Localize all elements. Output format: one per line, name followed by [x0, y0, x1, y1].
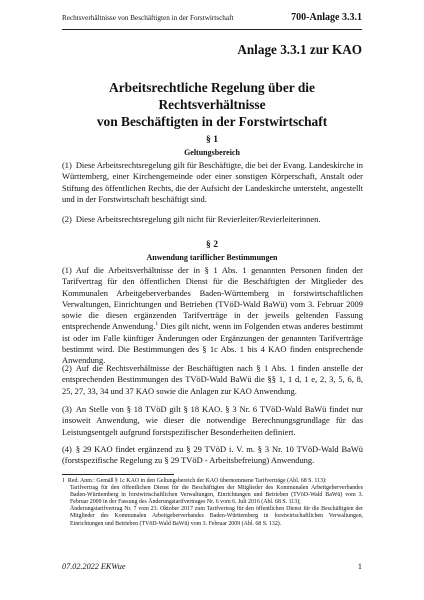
anlage-label: Anlage 3.3.1 zur KAO: [237, 42, 362, 57]
document-code: 700-Anlage 3.3.1: [291, 12, 362, 23]
section-1-paragraph-2: [62, 214, 363, 225]
document-title: [62, 79, 362, 130]
title-line-2: von Beschäftigten in der Forstwirtschaft: [96, 114, 328, 129]
section-2-title: Anwendung tariflicher Bestimmungen: [146, 253, 278, 262]
paragraph-text: Auf die Rechtsverhältnisse der Beschäftigten nach § 1 Abs. 1 finden anstelle der entsprechenden Bestimmungen des TVöD-Wald BaWü die §§ 1, 1 d, 1 e, 2, 3, 5, 6, 8, 25, 27, 33, 34 und 37 KAO sowie die Anlagen zur KAO Anwendung.: [62, 363, 363, 396]
section-2-paragraph-3: [62, 404, 363, 438]
paragraph-text: Diese Arbeitsrechtsregelung gilt für Beschäftigte, die bei der Evang. Landeskirche in Württemberg, einer Kirchengemeinde oder einer sonstigen Körperschaft, Anstalt oder Stiftung des öffentlichen Rechts, die der Aufsicht der Landeskirche untersteht, angestellt und in der Forstwirtschaft beschäftigt sind.: [62, 160, 363, 204]
footnote-reference[interactable]: 1: [155, 321, 159, 328]
paragraph-number: (1): [62, 160, 72, 170]
section-2-number: § 2: [206, 239, 218, 250]
paragraph-text-continued: Dies gilt nicht, wenn im Folgenden etwas anderes bestimmt ist oder im Falle künftiger Änderungen oder Ergänzungen der genannten Tarifverträge bestimmt wird. Die Bestimmungen des § 1c Abs. 1 bis 4 KAO finden entsprechende Anwendung.: [62, 321, 363, 366]
section-1-paragraph-1: [62, 160, 363, 205]
footnote-rule: [62, 474, 174, 475]
footnote-marker: 1: [62, 478, 65, 484]
paragraph-number: (4): [62, 444, 72, 454]
section-1-number: § 1: [206, 134, 218, 145]
section-1-title: Geltungsbereich: [184, 148, 240, 157]
section-2-paragraph-1: [62, 265, 363, 367]
footnote-line-2: Tarifvertrag für den öffentlichen Dienst für die Beschäftigten der Mitglieder des Kommunalen Arbeitgeberverbandes Baden-Württemberg in forstwirtschaftlichen Verwaltungen, Einrichtungen und Betrieben (TVöD-Wald BaWü) vom 3. Februar 2009 in der Fassung des Änderungstarifvertrages Nr. 6 vom 6. Juli 2016 (Abl. 68 S. 113);: [70, 485, 363, 506]
section-2-paragraph-2: [62, 363, 363, 397]
section-2-paragraph-4: [62, 444, 363, 467]
footnote: [62, 478, 363, 528]
paragraph-number: (2): [62, 363, 72, 373]
running-title: Rechtsverhältnisse von Beschäftigten in der Forstwirtschaft: [62, 14, 234, 22]
page-number: 1: [357, 562, 362, 571]
header-rule: [62, 29, 362, 30]
footer-date: 07.02.2022 EKWue: [62, 562, 126, 571]
paragraph-text: Diese Arbeitsrechtsregelung gilt nicht für Revierleiter/Revierleiterinnen.: [75, 214, 321, 224]
running-header: [62, 13, 362, 27]
title-line-1: Arbeitsrechtliche Regelung über die Rechtsverhältnisse: [109, 80, 315, 112]
paragraph-text: An Stelle von § 18 TVöD gilt § 18 KAO. § 3 Nr. 6 TVöD-Wald BaWü findet nur insoweit Anwendung, wie dieser die notwendige Berechnungsgrundlage für das Leistungsentgelt aufgrund forstspezifischer Besonderheiten definiert.: [62, 404, 363, 437]
paragraph-number: (3): [62, 404, 72, 414]
paragraph-number: (1): [62, 265, 72, 275]
paragraph-text: § 29 KAO findet ergänzend zu § 29 TVöD i. V. m. § 3 Nr. 10 TVöD-Wald BaWü (forstspezifische Regelung zu § 29 TVöD - Arbeitsbefreiung) Anwendung.: [62, 444, 363, 466]
footnote-line-3: Änderungstarifvertrag Nr. 7 vom 23. Oktober 2017 zum Tarifvertrag für den öffentlichen Dienst für die Beschäftigten der Mitglieder des Kommunalen Arbeitgeberverbandes Baden-Württemberg in forstwirtschaftlichen Verwaltungen, Einrichtungen und Betrieben (TVöD-Wald BaWü) vom 3. Februar 2009 (Abl. 68 S. 132).: [70, 506, 363, 527]
paragraph-text: Auf die Arbeitsverhältnisse der in § 1 Abs. 1 genannten Personen finden der Tarifvertrag für den öffentlichen Dienst für die Beschäftigten der Mitglieder des Kommunalen Arbeitgeberverbandes Baden-Württemberg in forstwirtschaftlichen Verwaltungen, Einrichtungen und Betrieben (TVöD-Wald BaWü) vom 3. Februar 2009 sowie die diesen ergänzenden Tarifverträge in der jeweils geltenden Fassung entsprechende Anwendung.: [62, 265, 363, 332]
paragraph-number: (2): [62, 214, 72, 224]
footnote-text: Red. Anm.: Gemäß § 1c KAO in den Geltungsbereich der KAO übernommene Tarifverträge (Abl. 68 S. 113):: [67, 478, 327, 484]
